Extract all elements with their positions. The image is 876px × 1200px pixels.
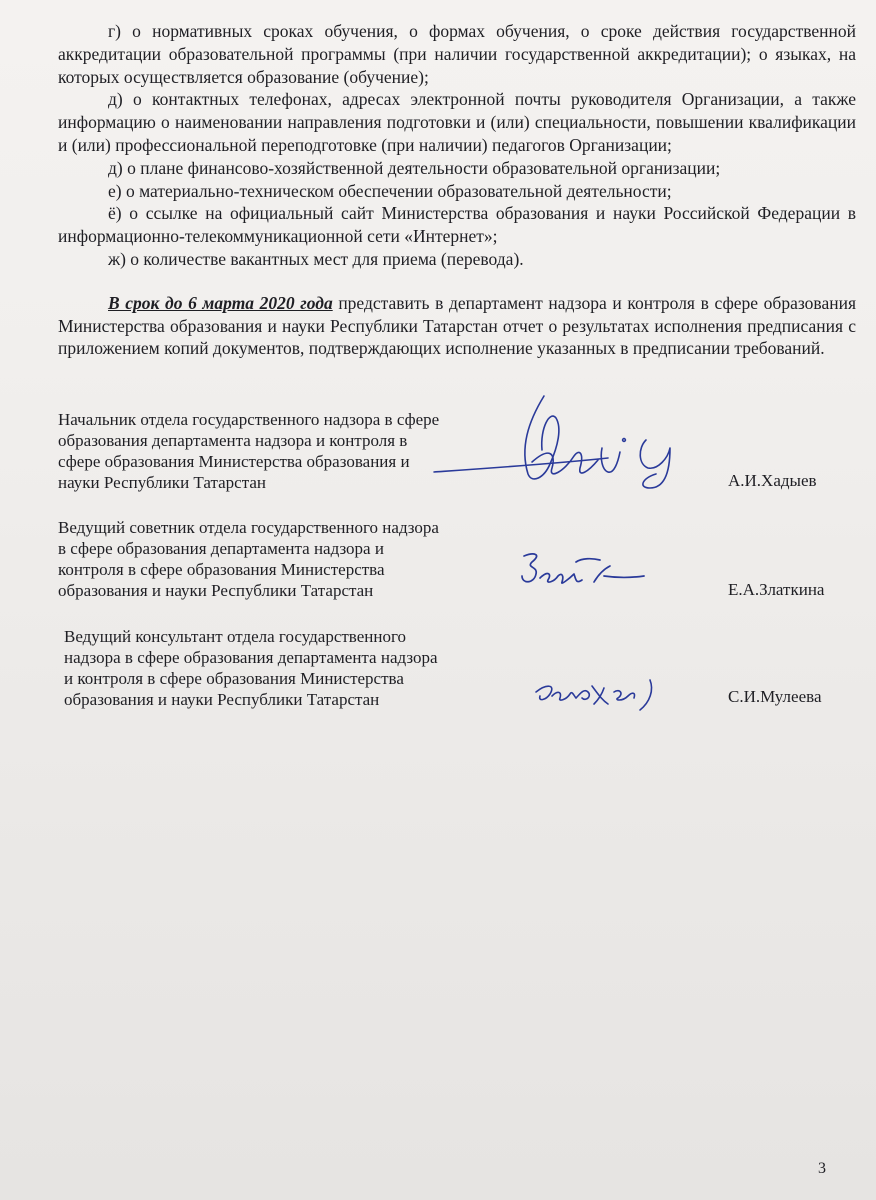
signatory-3-line-4: образования и науки Республики Татарстан bbox=[64, 690, 380, 709]
signatory-2-line-4: образования и науки Республики Татарстан bbox=[58, 581, 374, 600]
signatory-1-name: А.И.Хадыев bbox=[728, 471, 817, 490]
signatory-2-title bbox=[58, 517, 488, 601]
signatory-1-line-4: науки Республики Татарстан bbox=[58, 473, 266, 492]
signatory-1-line-2: образования департамента надзора и контроля в bbox=[58, 431, 408, 450]
deadline-text: представить в департамент надзора и контроля в сфере образования Министерства образования и науки Республики Татарстан отчет о результатах исполнения предписания с приложением копий документов, подтверждающих исполнение указанных в предписании требований. bbox=[58, 292, 856, 359]
signatory-3-name: С.И.Мулеева bbox=[728, 687, 822, 706]
signatory-3-line-2: надзора в сфере образования департамента надзора bbox=[64, 648, 438, 667]
signatory-2-line-3: контроля в сфере образования Министерства bbox=[58, 560, 385, 579]
list-item-g: г) о нормативных сроках обучения, о формах обучения, о сроке действия государственной аккредитации образовательной программы (при наличии государственной аккредитации); о языках, на которых осуществляется образование (обучение); bbox=[58, 21, 856, 87]
signatory-1-title bbox=[58, 409, 488, 493]
signatory-2-line-2: в сфере образования департамента надзора и bbox=[58, 539, 384, 558]
signature-1 bbox=[432, 388, 702, 498]
signatory-3-title bbox=[64, 626, 494, 710]
signatory-2-name: Е.А.Златкина bbox=[728, 580, 825, 599]
list-item-zh: ж) о количестве вакантных мест для приема (перевода). bbox=[108, 248, 524, 269]
deadline-paragraph bbox=[58, 292, 856, 360]
deadline-emphasis: В срок до 6 марта 2020 года bbox=[108, 292, 333, 313]
signature-2 bbox=[518, 548, 648, 598]
list-item-d-contacts: д) о контактных телефонах, адресах электронной почты руководителя Организации, а также информацию о наименовании направления подготовки и (или) специальности, повышении квалификации и (или) профессиональной переподготовке (при наличии) педагогов Организации; bbox=[58, 89, 856, 155]
signatory-3-line-3: и контроля в сфере образования Министерства bbox=[64, 669, 404, 688]
signatory-2-line-1: Ведущий советник отдела государственного надзора bbox=[58, 518, 439, 537]
signature-3 bbox=[532, 670, 672, 716]
list-item-yo: ё) о ссылке на официальный сайт Министерства образования и науки Российской Федерации в информационно-телекоммуникационной сети «Интернет»; bbox=[58, 203, 856, 247]
body-text bbox=[58, 20, 856, 360]
signatory-1-line-1: Начальник отдела государственного надзора в сфере bbox=[58, 410, 440, 429]
signatory-1-line-3: сфере образования Министерства образования и bbox=[58, 452, 410, 471]
page-number: 3 bbox=[818, 1160, 826, 1177]
list-item-e: е) о материально-техническом обеспечении образовательной деятельности; bbox=[108, 180, 672, 201]
list-item-d-plan: д) о плане финансово-хозяйственной деятельности образовательной организации; bbox=[108, 157, 721, 178]
signatory-3-line-1: Ведущий консультант отдела государственного bbox=[64, 627, 407, 646]
